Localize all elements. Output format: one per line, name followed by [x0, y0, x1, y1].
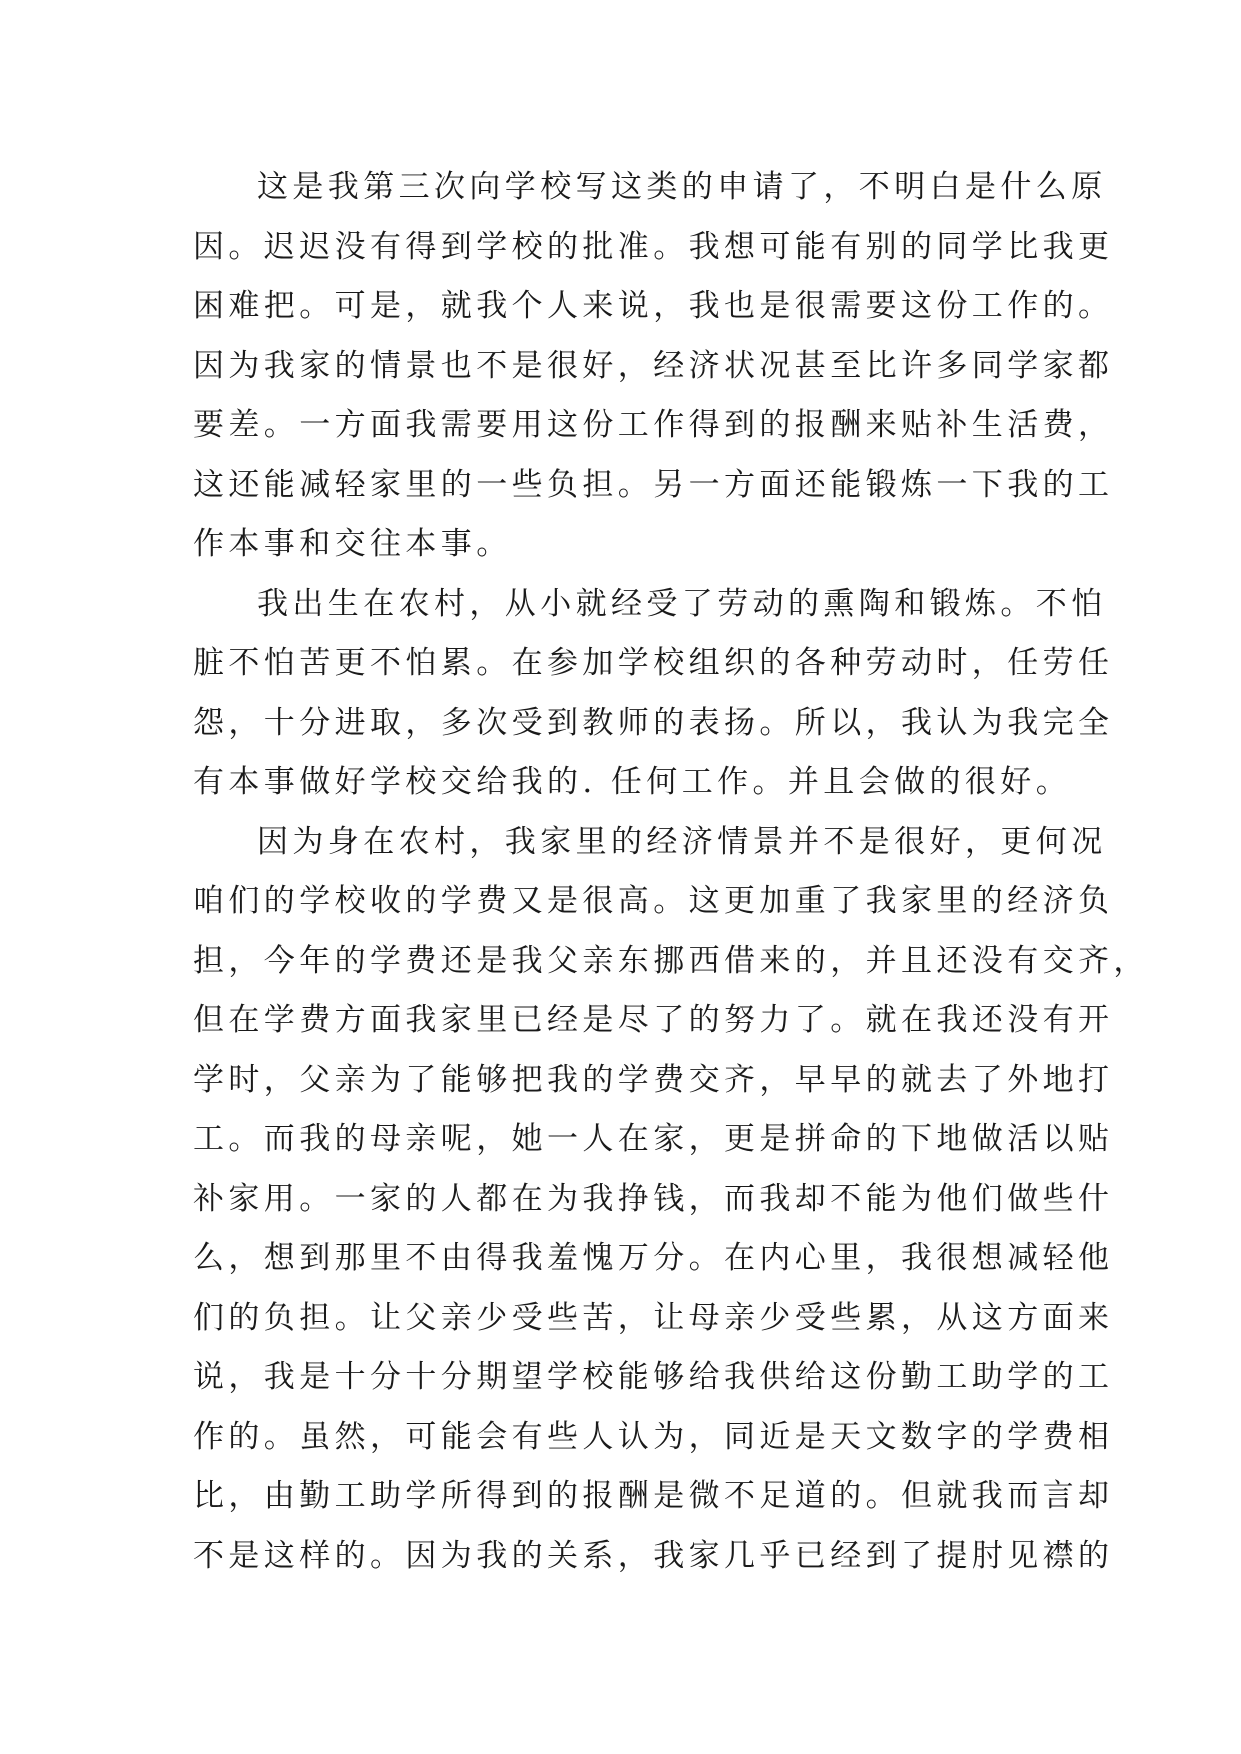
paragraph-2 [193, 575, 1114, 813]
text-line: 我出生在农村，从小就经受了劳动的熏陶和锻炼。不怕 [257, 585, 1107, 622]
text-line: 作本事和交往本事。 [193, 526, 512, 562]
text-line: 因。迟迟没有得到学校的批准。我想可能有别的同学比我更 [193, 228, 1114, 265]
text-line: 困难把。可是，就我个人来说，我也是很需要这份工作的。 [193, 288, 1114, 324]
text-line: 作的。虽然，可能会有些人认为，同近是天文数字的学费相 [193, 1418, 1114, 1455]
text-line: 比，由勤工助学所得到的报酬是微不足道的。但就我而言却 [193, 1478, 1114, 1514]
text-line: 有本事做好学校交给我的. 任何工作。并且会做的很好。 [193, 764, 1072, 800]
text-line: 补家用。一家的人都在为我挣钱，而我却不能为他们做些什 [193, 1180, 1114, 1217]
text-line: 工。而我的母亲呢，她一人在家，更是拼命的下地做活以贴 [193, 1121, 1114, 1157]
text-line: 因为身在农村，我家里的经济情景并不是很好，更何况 [257, 823, 1107, 860]
text-line: 因为我家的情景也不是很好，经济状况甚至比许多同学家都 [193, 347, 1114, 384]
paragraph-3 [193, 813, 1149, 1587]
text-line: 说，我是十分十分期望学校能够给我供给这份勤工助学的工 [193, 1359, 1114, 1395]
document-body [193, 158, 1149, 1586]
paragraph-1 [193, 158, 1114, 575]
text-line: 这是我第三次向学校写这类的申请了，不明白是什么原 [257, 169, 1107, 205]
text-line: 怨，十分进取，多次受到教师的表扬。所以，我认为我完全 [193, 704, 1114, 741]
text-line: 学时，父亲为了能够把我的学费交齐，早早的就去了外地打 [193, 1061, 1114, 1098]
text-line: 们的负担。让父亲少受些苦，让母亲少受些累，从这方面来 [193, 1299, 1114, 1336]
text-line: 但在学费方面我家里已经是尽了的努力了。就在我还没有开 [193, 1002, 1114, 1038]
text-line: 咱们的学校收的学费又是很高。这更加重了我家里的经济负 [193, 883, 1114, 919]
text-line: 不是这样的。因为我的关系，我家几乎已经到了提肘见襟的 [193, 1537, 1114, 1574]
text-line: 脏不怕苦更不怕累。在参加学校组织的各种劳动时，任劳任 [193, 645, 1114, 681]
text-line: 担，今年的学费还是我父亲东挪西借来的，并且还没有交齐， [193, 942, 1149, 979]
text-line: 么，想到那里不由得我羞愧万分。在内心里，我很想减轻他 [193, 1240, 1114, 1276]
text-line: 这还能减轻家里的一些负担。另一方面还能锻炼一下我的工 [193, 466, 1114, 503]
text-line: 要差。一方面我需要用这份工作得到的报酬来贴补生活费， [193, 407, 1114, 443]
